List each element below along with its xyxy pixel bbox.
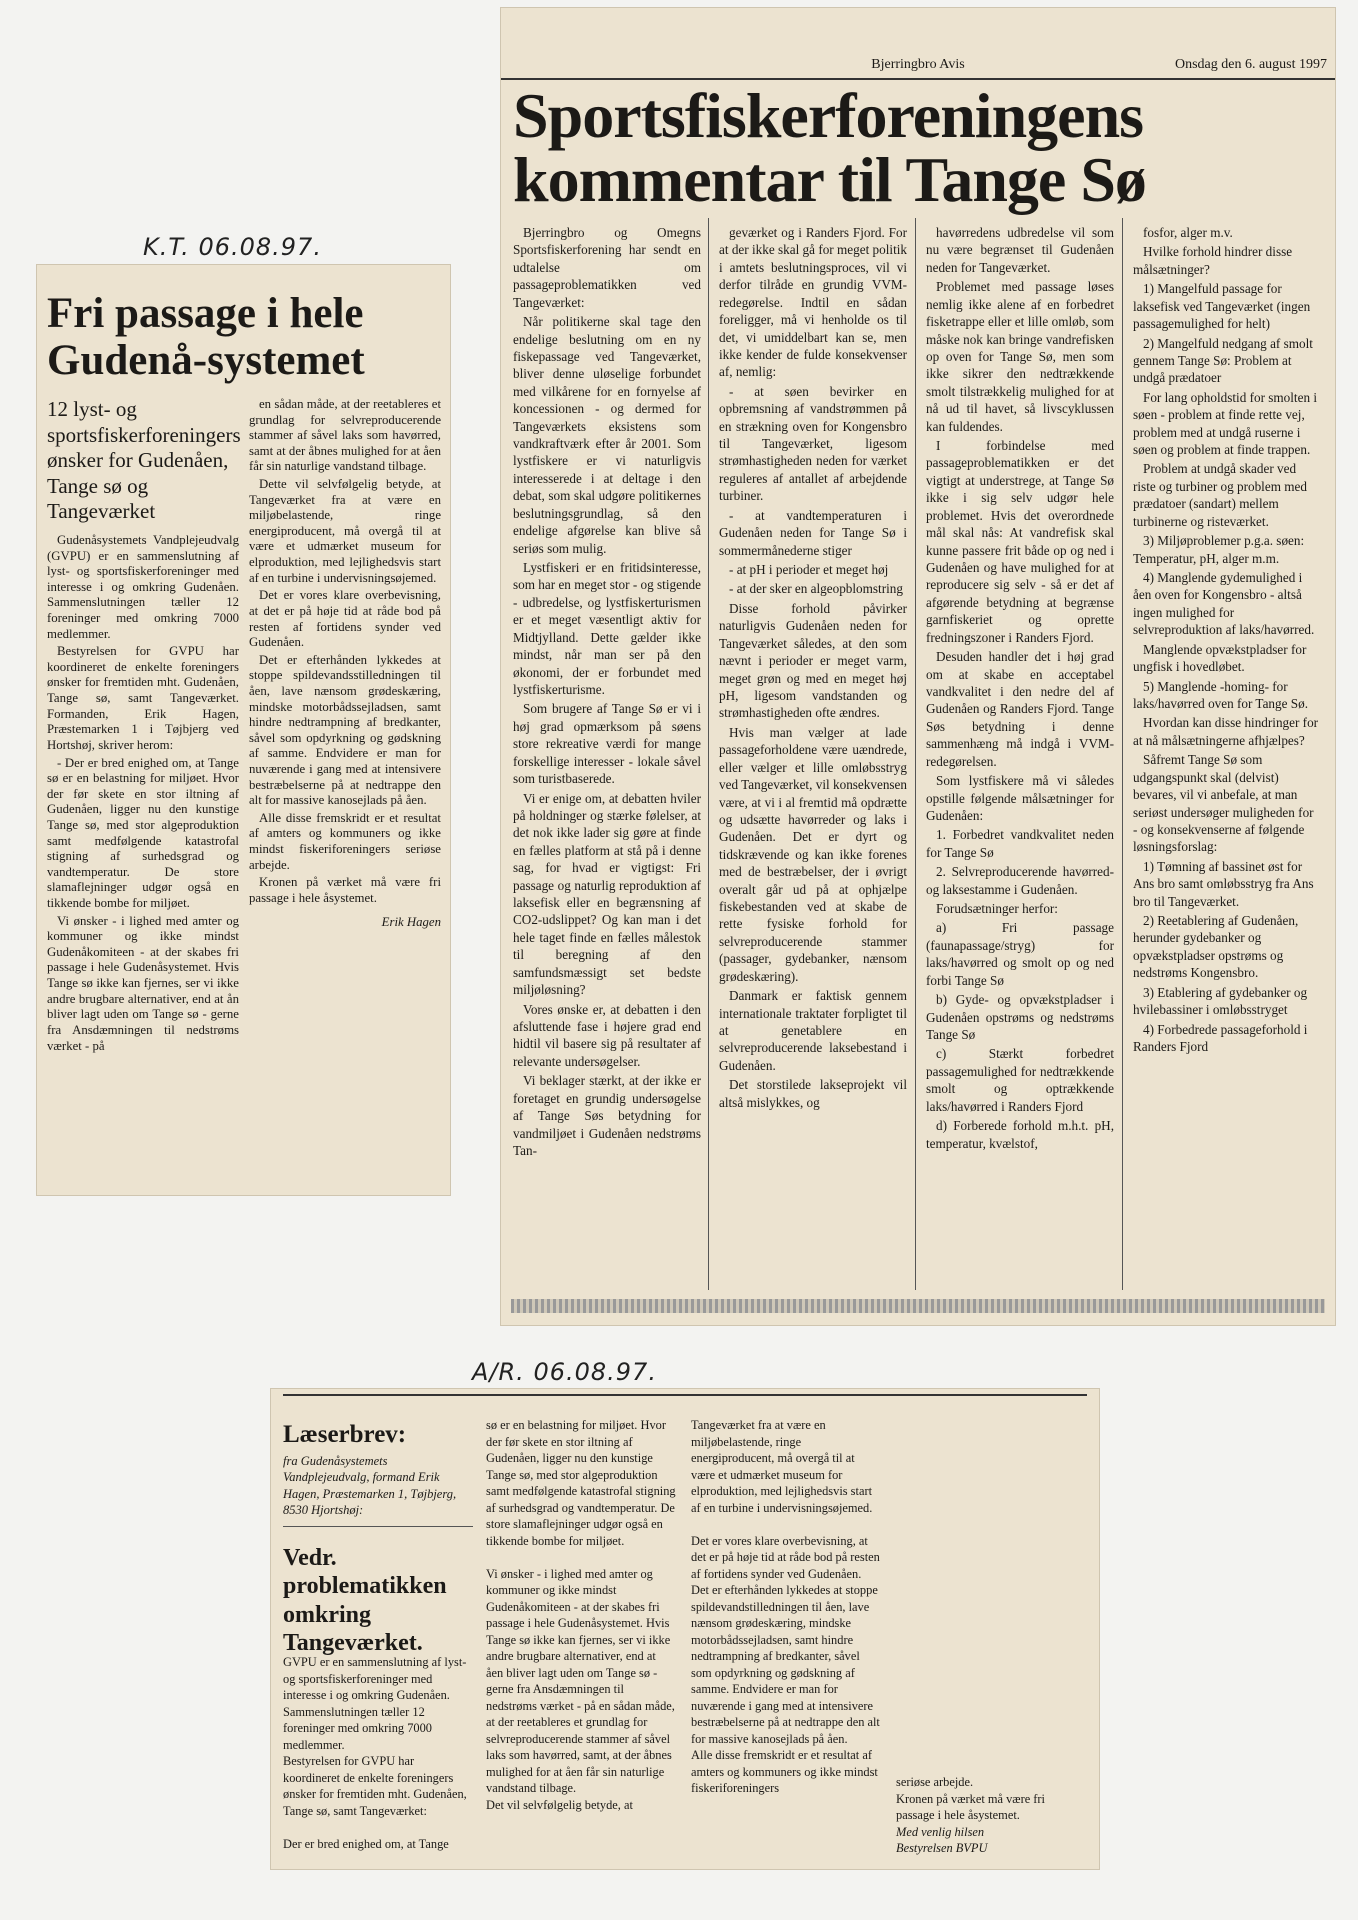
paragraph: Bestyrelsen for GVPU har koordineret de enkelte foreningers ønsker for fremtiden mht. Gudenåen, Tange sø, samt Tangeværket. Formanden, Erik Hagen, Præstemarken 1 i Tøjbjerg ved Hortshøj, skriver herom: — [47, 644, 239, 752]
paragraph: - at pH i perioder et meget høj — [729, 562, 889, 578]
column-divider — [1122, 218, 1123, 1290]
section-label: Læserbrev: — [283, 1421, 407, 1448]
handwritten-date-note-kt: K.T. 06.08.97. — [143, 233, 322, 261]
article-column — [719, 224, 907, 1113]
paragraph: Alle disse fremskridt er et resultat af amters og kommuners og ikke mindst fiskeriforeningers — [691, 1748, 878, 1795]
paragraph: Manglende opvækstpladser for ungfisk i hovedløbet. — [1133, 641, 1307, 675]
clipping-bjerringbro-avis — [501, 8, 1335, 1325]
article-column — [691, 1417, 881, 1797]
paragraph: Såfremt Tange Sø som udgangspunkt skal (delvist) bevares, vil vi anbefale, at man seriøst undersøger muligheden for - og konsekvenserne af følgende løsningsforslag: — [1133, 752, 1314, 855]
paragraph: For lang opholdstid for smolten i søen - problem at finde rette vej, problem med at undgå ruserne i søen og problem at finde trappen. — [1133, 389, 1317, 458]
list-item: 1. Forbedret vandkvalitet neden for Tange Sø — [926, 827, 1114, 860]
article-column — [47, 533, 239, 1056]
author-signature: Erik Hagen — [381, 914, 441, 929]
paragraph: geværket og i Randers Fjord. For at der ikke skal gå for meget politik i amtets beslutningsproces, vil vi derfor tilråde en grundig VVM-redegørelse. Indtil en sådan foreligger, må vi henholde os til det, vi umiddelbart kan se, men ikke kender de fulde konsekvenser af, nemlig: — [719, 225, 907, 380]
paragraph: Vi ønsker - i lighed med amter og kommuner og ikke mindst Gudenåkomiteen - at der skabes fri passage i hele Gudenåsystemet. Hvis Tange sø ikke kan fjernes, ser vi ikke andre brugbare alternativer, end at åen bliver lagt uden om Tange sø - gerne fra Ansdæmningen til nedstrøms værket - på en sådan måde, at der reetableres et grundlag for selvreproducerende stammer af såvel laks som havørred, samt, at der åbnes mulighed for at åen får sin naturlige vandstand tilbage. — [486, 1566, 675, 1795]
paragraph: GVPU er en sammenslutning af lyst- og sportsfiskerforeninger med interesse i og omkring Gudenåen. Sammenslutningen tæller 12 foreninger med omkring 7000 medlemmer. — [283, 1655, 467, 1752]
article-title: Sportsfiskerforeningens kommentar til Tange Sø — [513, 80, 1146, 215]
paragraph: Det vil selvfølgelig betyde, at — [486, 1797, 633, 1812]
handwritten-date-note-ar: A/R. 06.08.97. — [472, 1358, 657, 1386]
paragraph: havørredens udbredelse vil som nu være begrænset til Gudenåen neden for Tangeværket. — [926, 225, 1114, 275]
paragraph: Problemet med passage løses nemlig ikke alene af en forbedret fisketrappe eller et lille omløb, som måske nok kan bringe vandrefisken op oven for Tange Sø, men som ikke sikrer den nedtrækkende smolt tilstrækkelig mulighed for at nå ud til havet, så livscyklussen kan fuldendes. — [926, 279, 1114, 434]
paragraph: seriøse arbejde. — [896, 1775, 974, 1789]
paragraph — [486, 1549, 676, 1566]
list-item: 1) Mangelfuld passage for laksefisk ved Tangeværket (ingen passagemulighed for helt) — [1133, 281, 1311, 332]
signature-greeting: Med venlig hilsen — [896, 1824, 985, 1839]
bottom-border — [511, 1299, 1325, 1313]
publication-name: Bjerringbro Avis — [871, 57, 965, 72]
paragraph: Der er bred enighed om, at Tange — [283, 1836, 449, 1851]
clipping-kt — [37, 265, 450, 1195]
paragraph: Bestyrelsen for GVPU har koordineret de enkelte foreningers ønsker for fremtiden mht. Gudenåen, Tange sø, samt Tangeværket: — [283, 1754, 467, 1818]
paragraph: sø er en belastning for miljøet. Hvor der før skete en stor iltning af Gudenåen, ligger nu den kunstige Tange sø, med stor algeproduktion samt medfølgende katastrofal stigning af surhedsgrad og vandtemperatur. De store slamaflejninger udgør også en tikkende bombe for miljøet. — [486, 1418, 676, 1548]
paragraph: Lystfiskeri er en fritidsinteresse, som har en meget stor - og stigende - udbredelse, og lystfiskerturismen er et meget væsentligt aktiv for Midtjylland. Dette gælder ikke mindst, når man ser på den økonomi, der er forbundet med lystfiskerturisme. — [513, 560, 701, 697]
paragraph: Vi er enige om, at debatten hviler på holdninger og stærke følelser, at det nok ikke lader sig gøre at finde en fælles platform at stå på i denne sag, for hvad er vigtigst: Fri passage og naturlig reproduktion af laksefisk eller en begrænsning af CO2-udslippet? Og kan man i det hele taget finde en fælles målestok til beregning af den samfundsmæssigt set bedste miljøløsning? — [513, 790, 701, 998]
paragraph: en sådan måde, at der reetableres et grundlag for selvreproducerende stammer af såvel laks som havørred, samt at der åbnes mulighed for at åen får sin naturlige vandstand tilbage. — [249, 397, 441, 474]
article-column — [249, 397, 441, 930]
paragraph: - at vandtemperaturen i Gudenåen neden for Tange Sø i sommermånederne stiger — [719, 507, 907, 558]
paragraph: Gudenåsystemets Vandplejeudvalg (GVPU) er en sammenslutning af lyst- og sportsfiskerforeninger med interesse i og omkring Gudenåen. Sammenslutningen tæller 12 foreninger med omkring 7000 medlemmer. — [47, 533, 239, 641]
paragraph: Hvilke forhold hindrer disse målsætninger? — [1133, 244, 1293, 277]
column-divider — [708, 218, 709, 1290]
column-divider — [915, 218, 916, 1290]
paragraph: I forbindelse med passageproblematikken er det vigtigt at understrege, at Tange Sø ikke i sig selv udgør hele problemet. Hvis det overordnede mål skal nås: At vandrefisk skal kunne passere frit både op og ned i Gudenåen og have mulighed for at reproducere sig selv - så er det af afgørende betydning at begrænse garnfiskeriet og oprette fredningszoner i Randers Fjord. — [926, 438, 1114, 645]
divider — [283, 1526, 473, 1527]
article-column — [896, 1774, 1086, 1857]
list-item: 2. Selvreproducerende havørred- og laksestamme i Gudenåen. — [926, 864, 1114, 897]
paragraph: Forudsætninger herfor: — [936, 901, 1058, 917]
publication-date: Onsdag den 6. august 1997 — [1174, 57, 1327, 72]
paragraph: Kronen på værket må være fri passage i hele åsystemet. — [896, 1791, 1045, 1822]
byline: fra Gudenåsystemets Vandplejeudvalg, formand Erik Hagen, Præstemarken 1, Tøjbjerg, 8530 Hjortshøj: — [283, 1454, 457, 1517]
list-item: 5) Manglende -homing- for laks/havørred oven for Tange Sø. — [1133, 678, 1308, 711]
paragraph: Dette vil selvfølgelig betyde, at Tangeværket fra at være en miljøbelastende, ringe energiproducent, må overgå til at være et udmærket museum for elproduktion, med lejlighedsvis start af en turbine i undervisningsøjemed. — [249, 477, 441, 585]
article-subtitle: 12 lyst- og sportsfiskerforeningers ønsker for Gudenåen, Tange sø og Tangeværket — [47, 397, 241, 524]
paragraph: - Der er bred enighed om, at Tange sø er en belastning for miljøet. Hvor der før skete en stor iltning af Gudenåen, ligger nu den kunstige Tange sø, med stor algeproduktion samt medfølgende katastrofal stigning af surhedsgrad og vandtemperatur. De store slamaflejninger udgør også en tikkende bombe for miljøet. — [47, 755, 239, 911]
list-item: 2) Mangelfuld nedgang af smolt gennem Tange Sø: Problem at undgå prædatoer — [1133, 335, 1313, 386]
list-item: a) Fri passage (faunapassage/stryg) for laks/havørred og smolt op og ned forbi Tange Sø — [926, 920, 1114, 988]
paragraph: Kronen på værket må være fri passage i hele åsystemet. — [249, 875, 441, 905]
article-title: Fri passage i hele Gudenå-systemet — [47, 290, 365, 385]
list-item: c) Stærkt forbedret passagemulighed for nedtrækkende smolt og optrækkende laks/havørred i Randers Fjord — [926, 1046, 1114, 1114]
newspaper-header — [501, 52, 1335, 80]
paragraph: Disse forhold påvirker naturligvis Gudenåen neden for Tangeværket således, at den som nævnt i perioder er meget varm, meget grøn og med en meget høj pH, ligesom vandstanden og strømhastigheden ofte ændres. — [719, 600, 907, 721]
paragraph: Som lystfiskere må vi således opstille følgende målsætninger for Gudenåen: — [926, 773, 1114, 823]
list-item: 3) Etablering af gydebanker og hvilebassiner i omløbsstryget — [1133, 984, 1308, 1018]
article-column — [283, 1654, 473, 1852]
article-column — [486, 1417, 676, 1813]
paragraph: Når politikerne skal tage den endelige beslutning om en ny fiskepassage ved Tangeværket, bliver denne uløselige forbundet med vilkårene for en fornyelse af koncessionen - og dermed for Tangeværkets eksistens som vandkraftværk efter år 2001. Som lystfiskere er vi naturligvis interesserede i at deltage i den debat, som skal udgøre politikernes beslutningsgrundlag, så den endelige afgørelse kan blive så seriøs som mulig. — [513, 314, 701, 556]
article-title: Vedr. problematikken omkring Tangeværket. — [283, 1545, 447, 1656]
paragraph: Hvis man vælger at lade passageforholdene være uændrede, eller vælger et lille omløbsstryg ved Tangeværket, vil konsekvensen være, at vi i al fremtid må opdrætte og udsætte havørreder og laks i Gudenåen. Det er dyrt og tidskrævende og kan ikke forenes med de bestræbelser, der i øvrigt overalt går ud på at ophjælpe fiskebestanden ved at skabe de rette fysiske forhold for selvreproducerende stammer (passager, gydebanker, nænsom grødeskæring). — [719, 724, 907, 984]
paragraph: Det er vores klare overbevisning, at det er på høje tid at råde bod på resten af fortidens synder ved Gudenåen. — [249, 588, 441, 650]
paragraph: - at der sker en algeopblomstring — [729, 581, 903, 597]
paragraph: Hvordan kan disse hindringer for at nå målsætningerne afhjælpes? — [1133, 715, 1319, 748]
list-item: b) Gyde- og opvækstpladser i Gudenåen opstrøms og nedstrøms Tange Sø — [926, 992, 1114, 1042]
list-item: 2) Reetablering af Gudenåen, herunder gydebanker og opvækstpladser opstrøms og nedstrøms Kongensbro. — [1133, 913, 1299, 981]
list-item: 3) Miljøproblemer p.g.a. søen: Temperatur, pH, alger m.m. — [1133, 533, 1305, 566]
list-item: 4) Manglende gydemulighed i åen oven for Kongensbro - altså ingen mulighed for selvreproduktion af laks/havørred. — [1133, 570, 1315, 638]
clipping-laeserbrev — [271, 1389, 1099, 1869]
paragraph: - at søen bevirker en opbremsning af vandstrømmen på en strækning oven for Kongensbro til Tangeværket, ligesom strømhastigheden neden for værket reguleres af antallet af arbejdende turbiner. — [719, 383, 907, 504]
top-rule — [283, 1394, 1087, 1396]
paragraph — [283, 1819, 473, 1836]
paragraph: Som brugere af Tange Sø er vi i høj grad opmærksom på søens store rekreative værdi for mange forskellige interesser - lokale såvel som turistbaserede. — [513, 701, 701, 787]
paragraph: Vores ønske er, at debatten i den afsluttende fase i højere grad end hidtil vil basere sig på resultater af relevante undersøgelser. — [513, 1001, 701, 1069]
list-item: 4) Forbedrede passageforhold i Randers Fjord — [1133, 1021, 1308, 1054]
paragraph — [691, 1516, 881, 1533]
paragraph: Desuden handler det i høj grad om at skabe en acceptabel vandkvalitet i den nedre del af Gudenåen og Randers Fjord. Tange Søs betydning i denne sammenhæng må indgå i VVM-redegørelsen. — [926, 649, 1114, 769]
list-item: 1) Tømning af bassinet øst for Ans bro samt omløbsstryg fra Ans bro til Tangeværket. — [1133, 858, 1314, 909]
paragraph: Tangeværket fra at være en miljøbelastende, ringe energiproducent, må overgå til at være et udmærket museum for elproduktion, med lejlighedsvis start af en turbine i undervisningsøjemed. — [691, 1418, 873, 1515]
article-column — [1133, 224, 1321, 1057]
paragraph: Bjerringbro og Omegns Sportsfiskerforening har sendt en udtalelse om passageproblematikken ved Tangeværket: — [513, 225, 701, 310]
paragraph: Alle disse fremskridt er et resultat af amters og kommuners og ikke mindst fiskeriforeningers seriøse arbejde. — [249, 810, 441, 872]
article-column — [513, 224, 701, 1161]
article-column — [926, 224, 1114, 1154]
paragraph: Det er vores klare overbevisning, at det er på høje tid at råde bod på resten af fortidens synder ved Gudenåen. — [691, 1533, 880, 1581]
paragraph: Det storstilede lakseprojekt vil altså mislykkes, og — [719, 1077, 907, 1110]
paragraph: Det er efterhånden lykkedes at stoppe spildevandstilledningen til åen, lave nænsom grødeskæring, mindske motorbådssejladsen, samt hindre nedtrampning af bredkanter, såvel som opdyrkning og gødskning af samme. Endvidere er man for nuværende i gang med at intensivere bestræbelserne på at nedtrappe den alt for massive kanosejlads på åen. — [691, 1583, 880, 1746]
paragraph: Problem at undgå skader ved riste og turbiner og problem med prædatoer (sandart) mellem turbinerne og risteværket. — [1133, 461, 1307, 529]
signature-name: Bestyrelsen BVPU — [896, 1841, 988, 1855]
paragraph: fosfor, alger m.v. — [1143, 225, 1233, 240]
paragraph: Det er efterhånden lykkedes at stoppe spildevandsstilledningen til åen, lave nænsom grødeskæring, mindske motorbådssejladsen, samt hindre nedtrampning af bredkanter, såvel som opdyrkning og gødskning af samme. Endvidere er man for nuværende i gang med at intensivere bestræbelserne på at nedtrappe den alt for massive kanosejlads på åen. — [249, 652, 441, 808]
paragraph: Danmark er faktisk gennem internationale traktater forpligtet til at genetablere en selvreproducerende laksebestand i Gudenåen. — [719, 988, 907, 1073]
paragraph: Vi beklager stærkt, at der ikke er foretaget en grundig undersøgelse af Tange Søs betydning for vandmiljøet i Gudenåen nedstrøms Tan- — [513, 1073, 701, 1158]
paragraph: Vi ønsker - i lighed med amter og kommuner og ikke mindst Gudenåkomiteen - at der skabes fri passage i hele Gudenåsystemet. Hvis Tange sø ikke kan fjernes, ser vi ikke andre brugbare alternativer, end at ån bliver lagt uden om Tange sø - gerne fra Ansdæmningen til nedstrøms værket - på — [47, 913, 239, 1053]
list-item: d) Forberede forhold m.h.t. pH, temperatur, kvælstof, — [926, 1118, 1114, 1151]
